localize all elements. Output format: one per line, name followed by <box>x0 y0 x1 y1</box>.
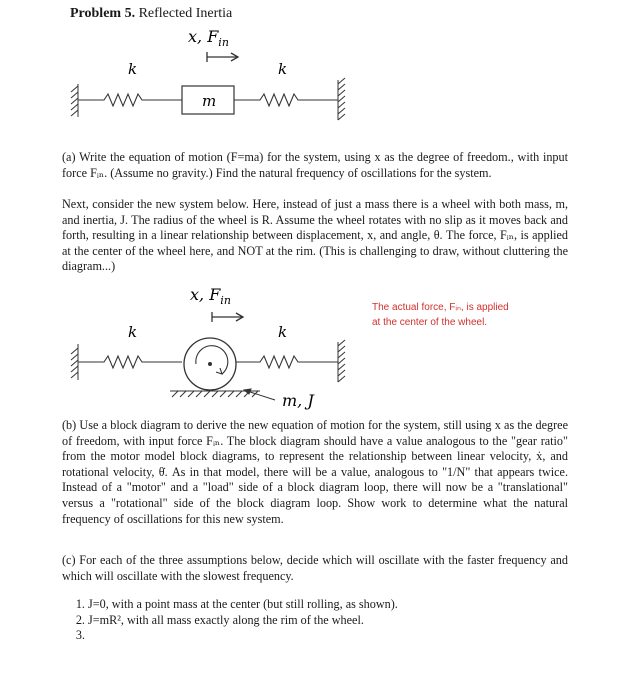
fig2-rotation-arrow <box>196 346 228 374</box>
force-location-note <box>372 300 562 330</box>
fig2-left-spring <box>78 356 182 368</box>
list-item: 2. J=mR², with all mass exactly along the rim of the wheel. <box>88 613 568 629</box>
part-a-text: (a) Write the equation of motion (F=ma) for the system, using x as the degree of freedom., with input force Fᵢₙ. (Assume no gravity.) Find the natural frequency of oscillations for the system. <box>62 150 568 180</box>
fig1-right-spring <box>234 94 338 106</box>
fig1-force-arrow <box>207 52 238 62</box>
list-item <box>88 628 568 644</box>
note-line-2: at the center of the wheel. <box>372 317 488 328</box>
fig2-wheel-label: m, J <box>282 391 314 410</box>
problem-title-text: Reflected Inertia <box>138 6 233 21</box>
problem-title <box>70 6 232 22</box>
intro-b-text: Next, consider the new system below. Here, instead of just a mass there is a wheel with both mass, m, and inertia, J. The radius of the wheel is R. Assume the wheel rotates with no slip as it moves back and forth, resulting in a linear relationship between displacement, x, and angle, θ. The force, Fᵢₙ, is applied at the center of the wheel here, and NOT at the rim. (This is challenging to draw, without cluttering the diagram...) <box>62 197 568 274</box>
fig2-spring-right-label: k <box>278 323 288 341</box>
fig1-spring-left-label: k <box>128 60 138 78</box>
problem-number: Problem 5. <box>70 6 136 21</box>
fig2-spring-left-label: k <box>128 323 138 341</box>
figure-wheel-spring <box>60 282 360 412</box>
fig1-input-label: x, $F_{in}$ <box>188 27 229 49</box>
fig2-right-wall <box>338 340 345 382</box>
note-line-1: The actual force, Fᵢₙ, is applied <box>372 302 509 313</box>
part-b-text: (b) Use a block diagram to derive the new equation of motion for the system, still using x as the degree of freedom, with input force Fᵢₙ. The block diagram should have a value analogous to the "gear ratio" from the motor model block diagrams, to represent the relationship between linear velocity, ẋ, and rotational velocity, θ̇. As in that model, there will be a value, analogous to "1/N" that appears twice. Instead of a "motor" and a "load" side of a block diagram loop, there will now be a "translational" versus a "rotational" side of the block diagram loop. Show work to determine what the natural frequency of oscillations for this new system. <box>62 418 568 526</box>
fig2-input-label: x, $F_{in}$ <box>190 285 231 307</box>
fig2-force-arrow <box>212 312 243 322</box>
assumptions-list <box>66 597 568 644</box>
fig1-right-wall <box>338 78 345 120</box>
fig2-wheel-center <box>208 362 212 366</box>
fig2-left-wall <box>71 344 78 380</box>
fig2-rotation-arrowhead <box>216 368 222 374</box>
fig1-left-spring <box>78 94 182 106</box>
fig1-left-wall <box>71 84 78 117</box>
figure-mass-spring <box>60 22 370 132</box>
fig1-spring-right-label: k <box>278 60 288 78</box>
list-item: 1. J=0, with a point mass at the center (but still rolling, as shown). <box>88 597 568 613</box>
fig2-right-spring <box>236 356 338 368</box>
part-c-text: (c) For each of the three assumptions below, decide which will oscillate with the faster frequency and which will oscillate with the slowest frequency. <box>62 553 568 583</box>
fig1-mass-label: m <box>202 92 217 110</box>
